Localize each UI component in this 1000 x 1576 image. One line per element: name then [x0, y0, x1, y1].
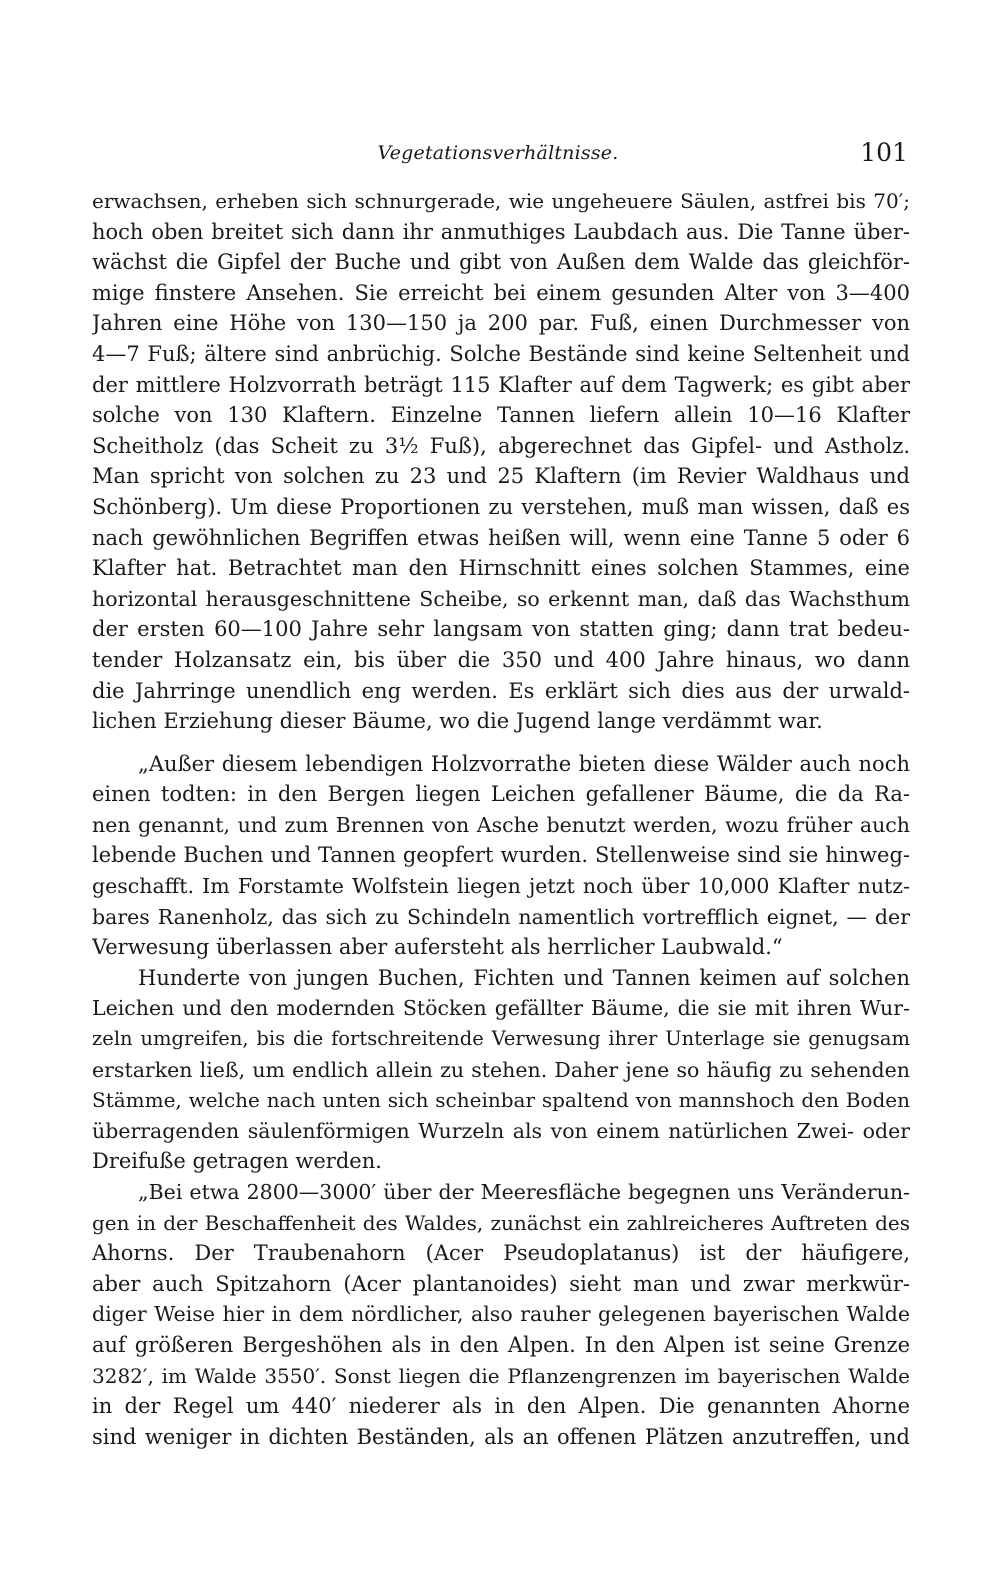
text-line: sind weniger in dichten Beständen, als an offenen Plätzen anzutreffen, und: [92, 1424, 910, 1449]
paragraph: [92, 186, 910, 737]
text-line: diger Weise hier in dem nördlicher, also rauher gelegenen bayerischen Walde: [92, 1302, 910, 1327]
text-line: der mittlere Holzvorrath beträgt 115 Klafter auf dem Tagwerk; es gibt aber: [92, 372, 910, 397]
page-number: 101: [860, 138, 908, 167]
paragraph: [92, 1177, 910, 1452]
paragraph: [92, 963, 910, 1177]
text-line: Scheitholz (das Scheit zu 3½ Fuß), abgerechnet das Gipfel- und Astholz.: [92, 433, 910, 458]
running-title: Vegetationsverhältnisse.: [377, 142, 619, 164]
paragraph-gap: [92, 737, 910, 749]
text-line: gen in der Beschaffenheit des Waldes, zunächst ein zahlreicheres Auftreten des: [92, 1210, 910, 1235]
text-line: Hunderte von jungen Buchen, Fichten und Tannen keimen auf solchen: [138, 965, 910, 990]
text-line: in der Regel um 440′ niederer als in den Alpen. Die genannten Ahorne: [92, 1394, 910, 1419]
text-line: lebende Buchen und Tannen geopfert wurden. Stellenweise sind sie hinweg-: [92, 843, 910, 868]
text-line: 4—7 Fuß; ältere sind anbrüchig. Solche Bestände sind keine Seltenheit und: [92, 341, 910, 366]
text-line: einen todten: in den Bergen liegen Leichen gefallener Bäume, die da Ra-: [92, 782, 910, 807]
text-line: geschafft. Im Forstamte Wolfstein liegen jetzt noch über 10,000 Klafter nutz-: [92, 874, 910, 899]
text-line: tender Holzansatz ein, bis über die 350 und 400 Jahre hinaus, wo dann: [92, 647, 910, 672]
text-line: überragenden säulenförmigen Wurzeln als von einem natürlichen Zwei- oder: [92, 1118, 910, 1143]
text-line: Ahorns. Der Traubenahorn (Acer Pseudoplatanus) ist der häufigere,: [92, 1241, 910, 1266]
paragraph: [92, 749, 910, 963]
text-line: horizontal herausgeschnittene Scheibe, so erkennt man, daß das Wachsthum: [92, 586, 910, 611]
text-line: die Jahrringe unendlich eng werden. Es erklärt sich dies aus der urwald-: [92, 678, 910, 703]
text-line: bares Ranenholz, das sich zu Schindeln namentlich vortrefflich eignet, — der: [92, 904, 910, 929]
text-line: Jahren eine Höhe von 130—150 ja 200 par. Fuß, einen Durchmesser von: [92, 311, 910, 336]
text-line: lichen Erziehung dieser Bäume, wo die Jugend lange verdämmt war.: [92, 709, 823, 734]
text-line: Dreifuße getragen werden.: [92, 1149, 382, 1174]
text-line: erwachsen, erheben sich schnurgerade, wie ungeheuere Säulen, astfrei bis 70′;: [92, 189, 910, 213]
text-line: wächst die Gipfel der Buche und gibt von Außen dem Walde das gleichför-: [92, 250, 910, 275]
text-line: Man spricht von solchen zu 23 und 25 Klaftern (im Revier Waldhaus und: [92, 464, 910, 489]
text-line: hoch oben breitet sich dann ihr anmuthiges Laubdach aus. Die Tanne über-: [92, 219, 910, 244]
text-line: Klafter hat. Betrachtet man den Hirnschnitt eines solchen Stammes, eine: [92, 556, 910, 581]
text-line: nen genannt, und zum Brennen von Asche benutzt werden, wozu früher auch: [92, 812, 910, 837]
text-line: Verwesung überlassen aber aufersteht als herrlicher Laubwald.“: [92, 935, 783, 960]
text-line: solche von 130 Klaftern. Einzelne Tannen liefern allein 10—16 Klafter: [92, 403, 910, 428]
text-line: „Bei etwa 2800—3000′ über der Meeresfläche begegnen uns Veränderun-: [138, 1180, 910, 1204]
text-line: mige finstere Ansehen. Sie erreicht bei einem gesunden Alter von 3—400: [92, 280, 910, 305]
text-line: zeln umgreifen, bis die fortschreitende Verwesung ihrer Unterlage sie genugsam: [92, 1027, 910, 1051]
text-line: nach gewöhnlichen Begriffen etwas heißen will, wenn eine Tanne 5 oder 6: [92, 525, 910, 550]
text-line: erstarken ließ, um endlich allein zu stehen. Daher jene so häufig zu sehenden: [92, 1057, 910, 1082]
text-line: „Außer diesem lebendigen Holzvorrathe bieten diese Wälder auch noch: [138, 751, 910, 776]
text-line: auf größeren Bergeshöhen als in den Alpen. In den Alpen ist seine Grenze: [92, 1332, 910, 1357]
text-line: Stämme, welche nach unten sich scheinbar spaltend von mannshoch den Boden: [92, 1088, 910, 1113]
body-text: [92, 186, 910, 1452]
text-line: aber auch Spitzahorn (Acer plantanoides) sieht man und zwar merkwür-: [92, 1271, 910, 1296]
text-line: der ersten 60—100 Jahre sehr langsam von statten ging; dann trat bedeu-: [92, 617, 910, 642]
text-line: 3282′, im Walde 3550′. Sonst liegen die Pflanzengrenzen im bayerischen Walde: [92, 1363, 910, 1388]
text-line: Schönberg). Um diese Proportionen zu verstehen, muß man wissen, daß es: [92, 494, 910, 519]
running-head: [88, 138, 908, 170]
text-line: Leichen und den modernden Stöcken gefällter Bäume, die sie mit ihren Wur-: [92, 996, 910, 1021]
